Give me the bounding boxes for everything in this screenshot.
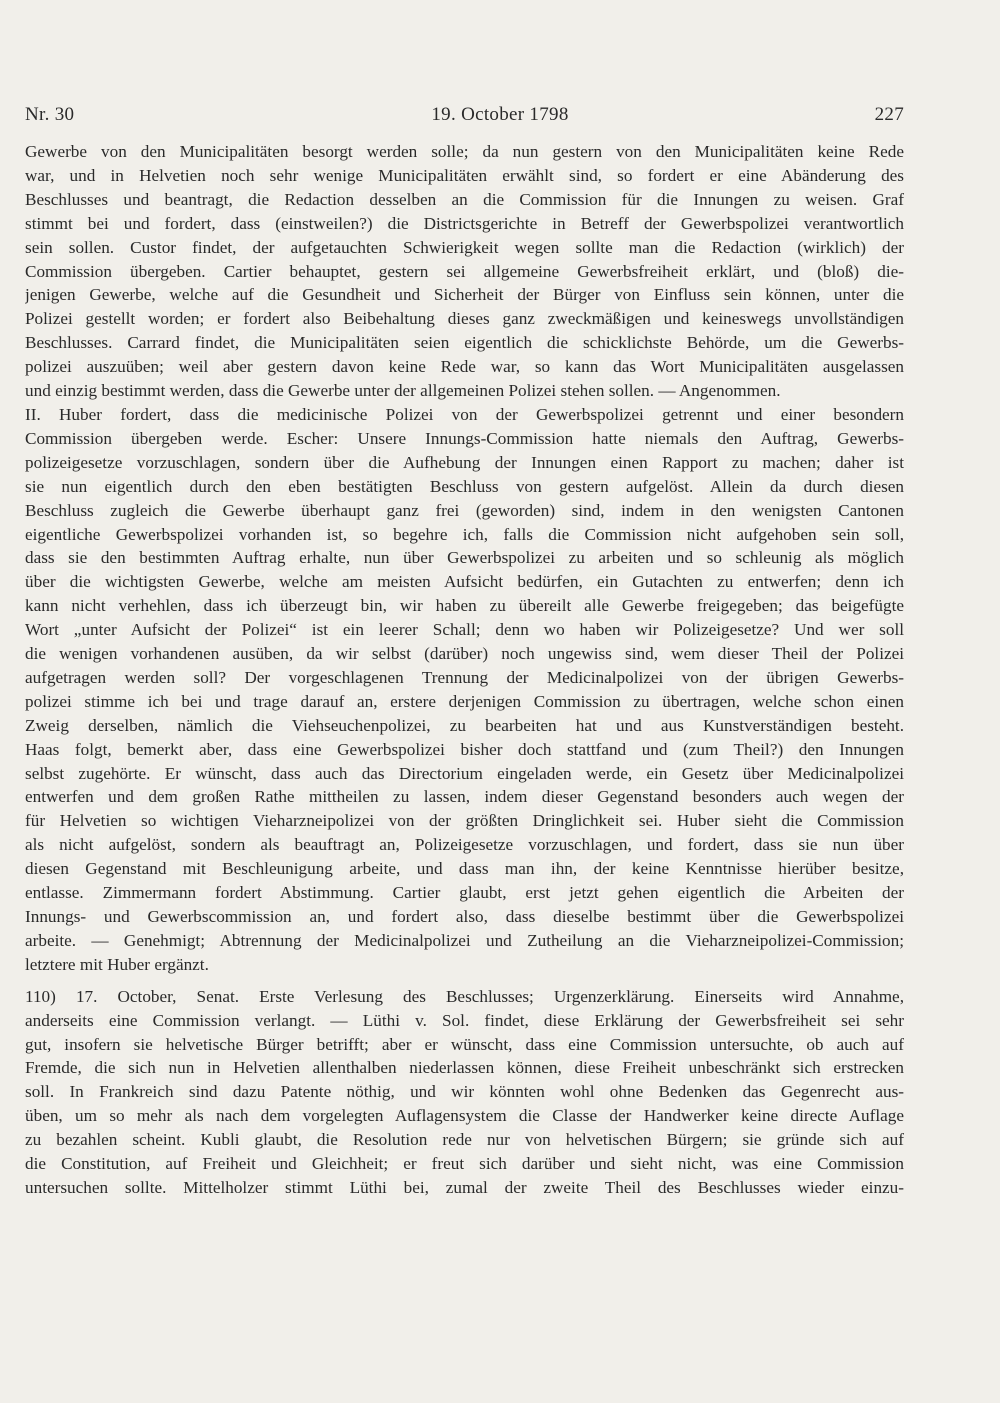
- text-line: war, und in Helvetien noch sehr wenige Municipalitäten erwählt sind, so fordert er eine Abänderung des: [25, 165, 904, 185]
- text-line: üben, um so mehr als nach dem vorgelegten Auflagensystem die Classe der Handwerker keine directe Auflage: [25, 1106, 904, 1126]
- page-number: 227: [874, 104, 904, 125]
- text-line: Gewerbe von den Municipalitäten besorgt werden solle; da nun gestern von den Municipalitäten keine Rede: [25, 142, 904, 161]
- text-line: dass sie den bestimmten Auftrag erhalte, nun über Gewerbspolizei zu arbeiten und so schleunig als möglich: [25, 548, 904, 568]
- text-line: Wort „unter Aufsicht der Polizei“ ist ein leerer Schall; denn wo haben wir Polizeigesetze? Und wer soll: [25, 620, 904, 640]
- text-line: Beschluss zugleich die Gewerbe überhaupt ganz frei (geworden) sind, indem in den wenigsten Cantonen: [25, 500, 904, 520]
- text-line: letztere mit Huber ergänzt.: [25, 954, 209, 974]
- body-text: [25, 140, 904, 1200]
- text-line: Haas folgt, bemerkt aber, dass eine Gewerbspolizei bisher doch stattfand und (zum Theil?) den Innungen: [25, 739, 904, 759]
- text-line: entwerfen und dem großen Rathe mittheilen zu lassen, indem dieser Gegenstand besonders auch wegen der: [25, 787, 904, 807]
- text-line: diesen Gegenstand mit Beschleunigung arbeite, und dass man ihn, der keine Kenntnisse hierüber besitze,: [25, 859, 904, 879]
- document-number: Nr. 30: [25, 104, 75, 125]
- paragraph-gap: [25, 977, 904, 985]
- text-line: selbst zugehörte. Er wünscht, dass auch das Directorium eingeladen werde, ein Gesetz über Medicinalpolizei: [25, 763, 904, 783]
- text-line: polizei stimme ich bei und trage darauf an, erstere derjenigen Commission zu übertragen, welche schon einen: [25, 691, 904, 711]
- text-line: als nicht aufgelöst, sondern als beauftragt an, Polizeigesetze vorzuschlagen, und fordert, dass sie nun über: [25, 835, 904, 855]
- text-line: Commission übergeben. Cartier behauptet, gestern sei allgemeine Gewerbsfreiheit erklärt, und (bloß) die-: [25, 261, 904, 281]
- text-line: aufgetragen werden soll? Der vorgeschlagenen Trennung der Medicinalpolizei von der übrigen Gewerbs-: [25, 667, 904, 687]
- text-line: kann nicht verhehlen, dass ich überzeugt bin, wir haben zu übereilt alle Gewerbe freigegeben; das beigefügte: [25, 596, 904, 616]
- text-line: die wenigen vorhandenen ausüben, da wir selbst (darüber) noch ungewiss sind, wem dieser Theil der Polizei: [25, 644, 904, 664]
- text-line: für Helvetien so wichtigen Vieharzneipolizei von der größten Dringlichkeit sei. Huber sieht die Commission: [25, 811, 904, 831]
- text-line: und einzig bestimmt werden, dass die Gewerbe unter der allgemeinen Polizei stehen sollen. — Angenommen.: [25, 381, 781, 401]
- text-line: jenigen Gewerbe, welche auf die Gesundheit und Sicherheit der Bürger von Einfluss sein können, unter die: [25, 285, 904, 305]
- header-date: 19. October 1798: [431, 104, 569, 125]
- text-line: untersuchen sollte. Mittelholzer stimmt Lüthi bei, zumal der zweite Theil des Beschlusses wieder einzu-: [25, 1177, 904, 1197]
- text-line: stimmt bei und fordert, dass (einstweilen?) die Districtsgerichte in Betreff der Gewerbspolizei verantwortlich: [25, 213, 904, 233]
- text-line: gut, insofern sie helvetische Bürger betrifft; aber er wünscht, dass eine Commission untersuchte, ob auch auf: [25, 1034, 904, 1054]
- text-line: arbeite. — Genehmigt; Abtrennung der Medicinalpolizei und Zutheilung an die Vieharzneipolizei-Commission;: [25, 930, 904, 950]
- text-line: polizei auszuüben; weil aber gestern davon keine Rede war, so kann das Wort Municipalitäten ausgelassen: [25, 357, 904, 377]
- text-line: Beschlusses. Carrard findet, die Municipalitäten seien eigentlich die schicklichste Behörde, um die Gewerbs-: [25, 333, 904, 353]
- text-line: eigentliche Gewerbspolizei vorhanden ist, so begehre ich, falls die Commission nicht aufgehoben sein soll,: [25, 524, 904, 544]
- text-line: Innungs- und Gewerbscommission an, und fordert also, dass dieselbe bestimmt über die Gewerbspolizei: [25, 907, 904, 926]
- text-line: sein sollen. Custor findet, der aufgetauchten Schwierigkeit wegen sollte man die Redaction (wirklich) der: [25, 237, 904, 257]
- text-line: anderseits eine Commission verlangt. — Lüthi v. Sol. findet, diese Erklärung der Gewerbsfreiheit sei sehr: [25, 1010, 904, 1030]
- page-header: [25, 104, 904, 132]
- text-line: II. Huber fordert, dass die medicinische Polizei von der Gewerbspolizei getrennt und einer besondern: [25, 404, 904, 424]
- text-line: Polizei gestellt worden; er fordert also Beibehaltung dieses ganz zweckmäßigen und keineswegs unvollständigen: [25, 309, 904, 329]
- text-line: sie nun eigentlich durch den eben bestätigten Beschluss von gestern aufgelöst. Allein da durch diesen: [25, 476, 904, 496]
- text-line: zu bezahlen scheint. Kubli glaubt, die Resolution rede nur von helvetischen Bürgern; sie gründe sich auf: [25, 1130, 904, 1150]
- text-line: Beschlusses und beantragt, die Redaction desselben an die Commission für die Innungen zu weisen. Graf: [25, 189, 904, 209]
- text-line: die Constitution, auf Freiheit und Gleichheit; er freut sich darüber und sieht nicht, was eine Commission: [25, 1154, 904, 1174]
- text-line: 110) 17. October, Senat. Erste Verlesung des Beschlusses; Urgenzerklärung. Einerseits wird Annahme,: [25, 986, 904, 1006]
- text-line: Zweig derselben, nämlich die Viehseuchenpolizei, zu bearbeiten hat und aus Kunstverständigen besteht.: [25, 715, 904, 735]
- text-line: entlasse. Zimmermann fordert Abstimmung. Cartier glaubt, erst jetzt gehen eigentlich die Arbeiten der: [25, 883, 904, 903]
- text-line: Commission übergeben werde. Escher: Unsere Innungs-Commission hatte niemals den Auftrag, Gewerbs-: [25, 428, 904, 448]
- text-line: soll. In Frankreich sind dazu Patente nöthig, und wir könnten wohl ohne Bedenken das Gegenrecht aus-: [25, 1082, 904, 1102]
- text-line: polizeigesetze vorzuschlagen, sondern über die Aufhebung der Innungen einen Rapport zu machen; daher ist: [25, 452, 904, 472]
- text-line: über die wichtigsten Gewerbe, welche am meisten Aufsicht bedürfen, ein Gutachten zu entwerfen; denn ich: [25, 572, 904, 592]
- text-line: Fremde, die sich nun in Helvetien allenthalben niederlassen können, diese Freiheit unbeschränkt sich erstrecken: [25, 1058, 904, 1078]
